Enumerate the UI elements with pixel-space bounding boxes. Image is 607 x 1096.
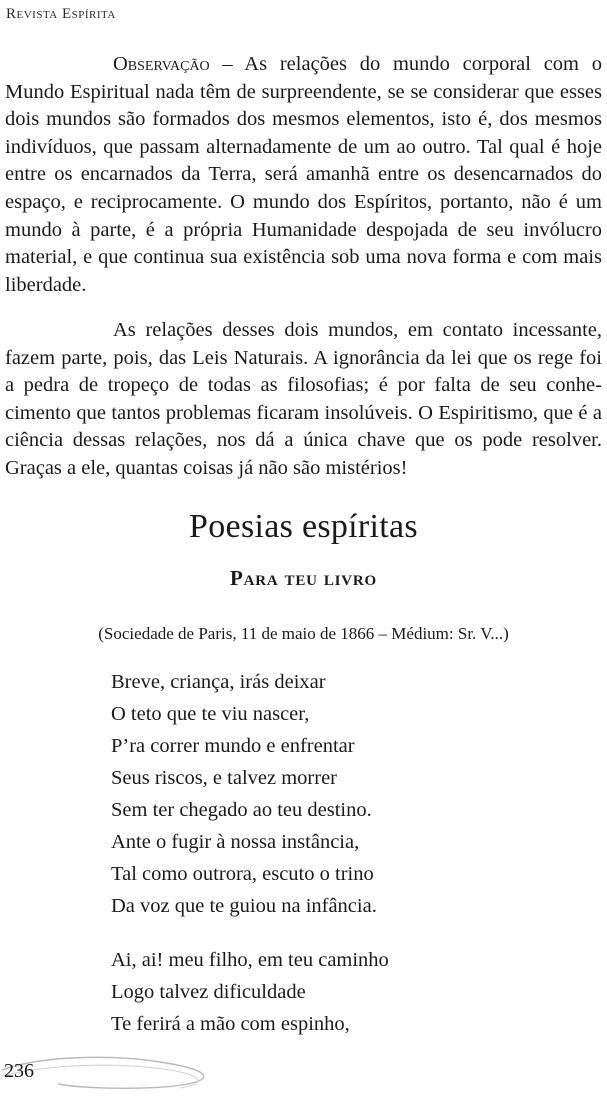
poem-source-note: (Sociedade de Paris, 11 de maio de 1866 – Médium: Sr. V...): [98, 624, 509, 643]
poem-line: Tal como outrora, escuto o trino: [111, 863, 374, 885]
page-number: 236: [4, 1060, 34, 1082]
poem-line: Seus riscos, e talvez morrer: [111, 767, 337, 789]
poem-line: Breve, criança, irás deixar: [111, 671, 326, 693]
poem-line: Sem ter chegado ao teu destino.: [111, 799, 372, 821]
poem-line: Da voz que te guiou na infância.: [111, 895, 377, 917]
poem-stanza-1: [111, 666, 377, 922]
paragraph-1-text: – As relações do mundo corporal com o Mundo Espiritual nada têm de surpreendente, se se considerar que esses dois mundos são formados dos mesmos elementos, isto é, dos mesmos indivíduos, que passam alternadamente de um ao outro. Tal qual é hoje entre os encarnados da Terra, será amanhã entre os desencarnados do espaço, e reciprocamente. O mundo dos Espíritos, portanto, não é um mundo à parte, é a própria Humanidade despojada de seu invólucro material, e que continua sua existência sob uma nova forma e com mais liberdade.: [5, 53, 602, 296]
observation-paragraph: [5, 51, 602, 299]
observation-label: Observação: [113, 53, 210, 75]
running-header: Revista Espírita: [6, 6, 116, 22]
poem-line: Ai, ai! meu filho, em teu caminho: [111, 949, 389, 971]
section-title: Poesias espíritas: [189, 508, 418, 545]
poem-line: Logo talvez dificuldade: [111, 981, 306, 1003]
poem-line: Ante o fugir à nossa instância,: [111, 831, 360, 853]
poem-line: O teto que te viu nascer,: [111, 703, 310, 725]
relations-paragraph: [5, 317, 602, 483]
poem-stanza-2: [111, 944, 389, 1040]
poem-line: Te ferirá a mão com espinho,: [111, 1013, 350, 1035]
paragraph-2-text: As relações desses dois mundos, em contato incessante, fazem parte, pois, das Leis Naturais. A ignorância da lei que os rege foi a pedra de tropeço de todas as filosofias; é por falta de seu conhecimento que tantos problemas ficaram insolúveis. O Espiritismo, que é a ciência dessas relações, nos dá a única chave que os pode resolver. Graças a ele, quantas coisas já não são mistérios!: [5, 319, 602, 479]
poem-line: P’ra correr mundo e enfrentar: [111, 735, 355, 757]
poem-title: Para teu livro: [229, 566, 378, 590]
